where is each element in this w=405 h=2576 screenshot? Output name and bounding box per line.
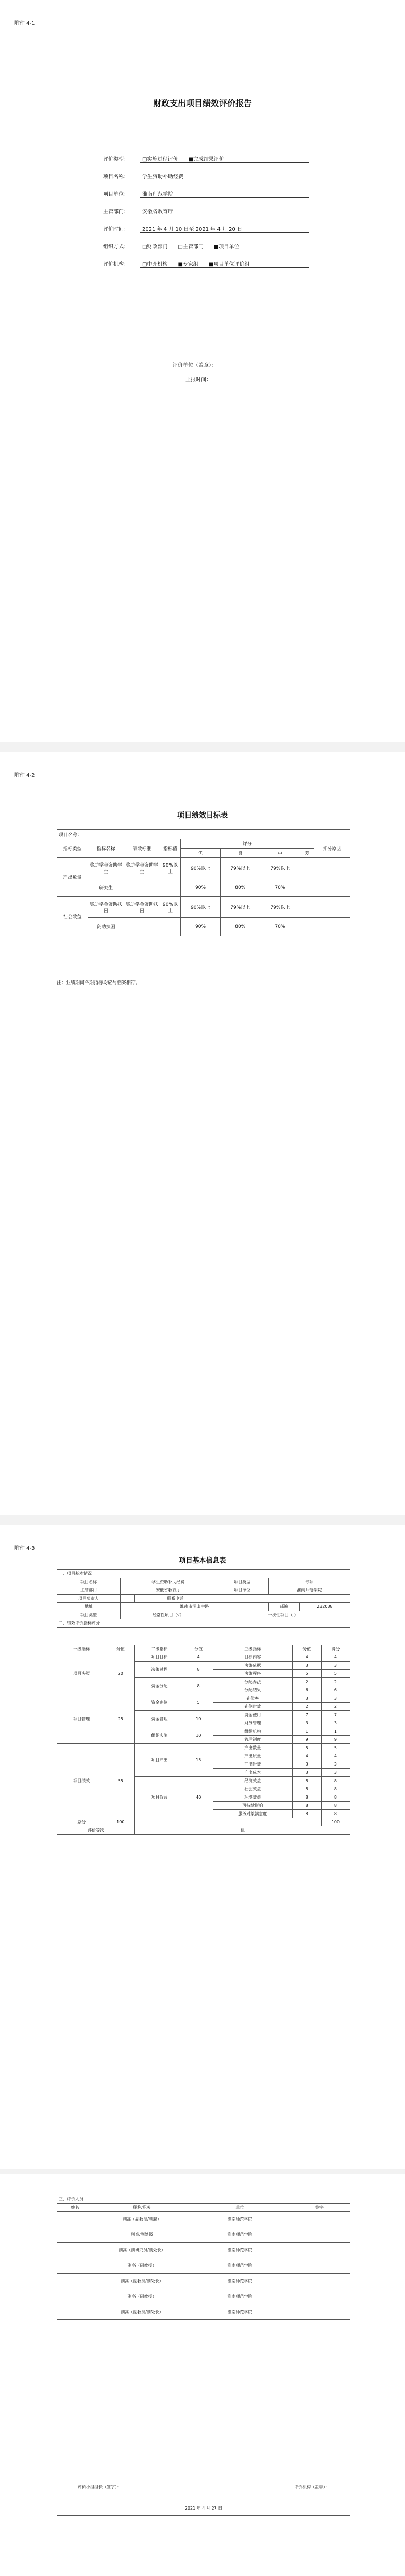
attachment-label: 附件 4-1 (14, 21, 35, 26)
cover-field-value: 学生资助补助经费 (140, 172, 309, 180)
cell: 10 (184, 1727, 213, 1744)
cell: 服务对象满意度 (213, 1810, 292, 1818)
cell: 5 (184, 1694, 213, 1711)
cell (289, 2289, 350, 2304)
cover-field-label: 评价类型： (103, 157, 129, 162)
cell: 项目绩效 (57, 1744, 106, 1818)
sign-row (57, 2320, 350, 2516)
cover-field-label: 主管部门： (103, 209, 129, 215)
table-row (57, 918, 350, 936)
cell: 资金分配 (135, 1678, 184, 1694)
cell: 奖助学金资助扶困 (124, 897, 160, 918)
cell: 社会效益 (57, 897, 88, 936)
page-basic-info (0, 1525, 405, 2169)
goal-th-score: 评分 (181, 839, 314, 849)
cell: 评价等次 (57, 1826, 135, 1835)
cell: 3 (292, 1694, 321, 1703)
cell: 15 (184, 1744, 213, 1777)
cell (135, 1818, 321, 1826)
cell: 目标内容 (213, 1653, 292, 1662)
cover-field-value: 2021 年 4 月 10 日至 2021 年 4 月 20 日 (140, 225, 309, 233)
cell (124, 918, 160, 936)
goal-th-standard: 绩效标准 (124, 839, 160, 858)
cell: 学生资助补助经费 (120, 1578, 216, 1586)
goal-th-reason: 扣分原因 (314, 839, 350, 858)
eval-th: 签字 (289, 2204, 350, 2212)
table-header-row (57, 1645, 350, 1653)
cell: 安徽省教育厅 (120, 1586, 216, 1595)
score-th: 分值 (106, 1645, 135, 1653)
cell (289, 2304, 350, 2320)
cell (314, 858, 350, 878)
cell: 90%以上 (160, 897, 181, 918)
cell: 到位时效 (213, 1703, 292, 1711)
attachment-label: 附件 4-3 (14, 1546, 35, 1551)
cell: 淮南师范学院 (268, 1586, 350, 1595)
cell (216, 1595, 350, 1603)
score-th: 分值 (184, 1645, 213, 1653)
cell: 3 (321, 1760, 350, 1769)
cell: 研究生 (88, 878, 124, 897)
table-row (57, 2304, 350, 2320)
cell: 3 (292, 1769, 321, 1777)
cover-field-row (103, 155, 309, 163)
table-row (57, 2212, 350, 2227)
cell (57, 2258, 93, 2274)
table-row (57, 2243, 350, 2258)
score-th: 三级指标 (213, 1645, 292, 1653)
cell: 副高/副处级 (93, 2227, 191, 2243)
goal-th-excellent: 优 (181, 849, 221, 858)
cell: 8 (321, 1777, 350, 1785)
cell (57, 2289, 93, 2304)
cell: 8 (292, 1777, 321, 1785)
cell: 项目单位 (216, 1586, 268, 1595)
cell: 232038 (299, 1603, 350, 1611)
cell: 3 (321, 1694, 350, 1703)
cell: 3 (292, 1662, 321, 1670)
cell: 2 (321, 1703, 350, 1711)
cell: 4 (184, 1653, 213, 1662)
cell: 产出数量 (213, 1744, 292, 1752)
goal-th-value: 指标值 (160, 839, 181, 858)
cover-field-label: 评价机构： (103, 262, 129, 267)
cell: 8 (321, 1785, 350, 1793)
cell: 3 (321, 1719, 350, 1727)
cell: 组织实施 (135, 1727, 184, 1744)
cell (120, 1595, 134, 1603)
cover-field-row (103, 207, 309, 215)
cell (289, 2243, 350, 2258)
cell: 产出质量 (213, 1752, 292, 1760)
cell (57, 2243, 93, 2258)
cell (300, 858, 314, 878)
cell: 4 (292, 1752, 321, 1760)
cell: 8 (321, 1802, 350, 1810)
cell (289, 2274, 350, 2289)
cell: 社会效益 (213, 1785, 292, 1793)
cell: 70% (260, 878, 300, 897)
score-th: 分值 (292, 1645, 321, 1653)
page-gap (0, 742, 405, 752)
eval-th: 单位 (191, 2204, 289, 2212)
attachment-label: 附件 4-2 (14, 773, 35, 778)
cell: 项目类型 (57, 1611, 121, 1619)
table-row (57, 2289, 350, 2304)
cell: 产出成本 (213, 1769, 292, 1777)
basic-info-title: 项目基本信息表 (179, 1557, 226, 1565)
cell: 6 (321, 1686, 350, 1694)
cover-field-row (103, 225, 309, 233)
cell: 副高（副教授） (93, 2289, 191, 2304)
cover-field-row (103, 260, 309, 268)
evaluators-table (57, 2195, 350, 2516)
page-cover (0, 0, 405, 742)
cell (289, 2258, 350, 2274)
table-row (57, 1595, 350, 1603)
cell (300, 897, 314, 918)
cell: 副高（副研究员/副处长） (93, 2243, 191, 2258)
goal-table-project-name: 项目名称： (57, 830, 350, 839)
cell: 5 (292, 1670, 321, 1678)
cell: 总分 (57, 1818, 106, 1826)
goal-th-name: 指标名称 (88, 839, 124, 858)
cell: 环境效益 (213, 1793, 292, 1802)
cell: 副高（副教授/副处长） (93, 2274, 191, 2289)
cell (289, 2227, 350, 2243)
cell: 淮南师范学院 (191, 2274, 289, 2289)
table-row (57, 1744, 350, 1752)
cell: 可持续影响 (213, 1802, 292, 1810)
score-th: 得分 (321, 1645, 350, 1653)
goal-th-good: 良 (221, 849, 260, 858)
cell: 财务管理 (213, 1719, 292, 1727)
cover-field-row (103, 190, 309, 198)
cell: 3 (292, 1719, 321, 1727)
cell: 80% (221, 878, 260, 897)
table-row (57, 2227, 350, 2243)
cell: 项目类型 (216, 1578, 268, 1586)
cell: 4 (321, 1752, 350, 1760)
cell: 90% (181, 918, 221, 936)
cell: 专项 (268, 1578, 350, 1586)
cell: 8 (292, 1802, 321, 1810)
cell: 资金使用 (213, 1711, 292, 1719)
table-row (57, 1826, 350, 1835)
goal-table-title: 项目绩效目标表 (177, 811, 228, 820)
cell: 2 (292, 1703, 321, 1711)
cell: 淮南师范学院 (191, 2289, 289, 2304)
page-evaluators (0, 2174, 405, 2576)
table-header-row (57, 2204, 350, 2212)
cell: 3 (321, 1662, 350, 1670)
cell: 产出数量 (57, 858, 88, 897)
cell: 8 (321, 1810, 350, 1818)
cell (160, 918, 181, 936)
cell: 55 (106, 1744, 135, 1818)
cell: 淮南市洞山中路 (120, 1603, 268, 1611)
cell: 淮南师范学院 (191, 2258, 289, 2274)
cell: 7 (292, 1711, 321, 1719)
page-gap (0, 1515, 405, 1525)
cell: 80% (221, 918, 260, 936)
cell: 3 (321, 1769, 350, 1777)
cover-field-value: □财政部门 □主管部门 ■项目单位 (140, 242, 309, 250)
cell: 8 (321, 1793, 350, 1802)
table-row (57, 878, 350, 897)
cell: 6 (292, 1686, 321, 1694)
cell: 8 (292, 1785, 321, 1793)
goal-table (57, 829, 350, 936)
cell: 项目管理 (57, 1694, 106, 1744)
goal-th-type: 指标类型 (57, 839, 88, 858)
cell: 奖助学金资助扶困 (88, 897, 124, 918)
cover-field-label: 组织方式： (103, 244, 129, 250)
cell: 1 (321, 1727, 350, 1736)
cover-field-value: □中介机构 ■专家组 ■项目单位评价组 (140, 260, 309, 268)
table-row (57, 1586, 350, 1595)
cell (289, 2212, 350, 2227)
cell: 经济效益 (213, 1777, 292, 1785)
page-goal-table (0, 752, 405, 1515)
cell (300, 918, 314, 936)
cell: 8 (292, 1810, 321, 1818)
cell: 副高（副教授） (93, 2258, 191, 2274)
cell: 淮南师范学院 (191, 2243, 289, 2258)
cell (300, 878, 314, 897)
cover-field-label: 评价时间： (103, 227, 129, 232)
cell: 淮南师范学院 (191, 2227, 289, 2243)
table-row (57, 1694, 350, 1703)
cell: 淮南师范学院 (191, 2304, 289, 2320)
cell: 90%以上 (181, 897, 221, 918)
cell: 决策过程 (135, 1662, 184, 1678)
cell: 奖助学金资助学生 (88, 858, 124, 878)
cell (160, 878, 181, 897)
table-row (57, 1653, 350, 1662)
cell: 管理制度 (213, 1736, 292, 1744)
eval-th: 职称/职务 (93, 2204, 191, 2212)
cell: 优 (135, 1826, 350, 1835)
cell: 100 (106, 1818, 135, 1826)
cell: 产出时效 (213, 1760, 292, 1769)
cell: 资助扶困 (88, 918, 124, 936)
table-row (57, 2258, 350, 2274)
cell (124, 878, 160, 897)
cell: 地址 (57, 1603, 121, 1611)
cell: 分配办法 (213, 1678, 292, 1686)
evaluator-seal: 评价机构（盖章）： (294, 2485, 329, 2489)
cover-field-row (103, 242, 309, 250)
cell: 项目产出 (135, 1744, 184, 1777)
cover-field-label: 项目名称： (103, 174, 129, 180)
cell: 7 (321, 1711, 350, 1719)
cell (314, 878, 350, 897)
cell (57, 2227, 93, 2243)
cell: 79%以上 (260, 897, 300, 918)
cell: 5 (321, 1744, 350, 1752)
cell: 100 (321, 1818, 350, 1826)
cell: 4 (321, 1653, 350, 1662)
table-row (57, 897, 350, 918)
section-label: 三、评价人员 (57, 2195, 350, 2204)
table-row (57, 1603, 350, 1611)
cell: 3 (292, 1760, 321, 1769)
cell: 4 (292, 1653, 321, 1662)
table-row (57, 1578, 350, 1586)
cell: 8 (292, 1793, 321, 1802)
section-label: 一、项目基本情况 (57, 1570, 350, 1578)
cell: 25 (106, 1694, 135, 1744)
cover-field-value: 淮南师范学院 (140, 190, 309, 198)
goal-table-footnote: 注：业绩期间各期指标均应与档案相符。 (57, 980, 141, 986)
basic-info-table (57, 1569, 350, 1628)
score-th: 二级指标 (135, 1645, 184, 1653)
cell: 79%以上 (260, 858, 300, 878)
cell (314, 918, 350, 936)
cell: 副高（副教授/副职） (93, 2212, 191, 2227)
cell: 组织机构 (213, 1727, 292, 1736)
unit-label: 评价单位（盖章）： (173, 363, 216, 368)
cell: 20 (106, 1653, 135, 1694)
cell (314, 897, 350, 918)
cover-field-value: 安徽省教育厅 (140, 207, 309, 215)
cell: 70% (260, 918, 300, 936)
cell: 奖助学金资助学生 (124, 858, 160, 878)
cover-field-label: 项目单位： (103, 192, 129, 197)
goal-th-medium: 中 (260, 849, 300, 858)
cover-field-row (103, 172, 309, 180)
cell: 邮编 (268, 1603, 299, 1611)
cell: 副高（副教授/副处长） (93, 2304, 191, 2320)
cell: 10 (184, 1711, 213, 1727)
score-table (57, 1645, 350, 1835)
table-row (57, 1611, 350, 1619)
cell: 9 (321, 1736, 350, 1744)
cell: 5 (321, 1670, 350, 1678)
page-gap (0, 2169, 405, 2174)
cover-title: 财政支出项目绩效评价报告 (153, 98, 252, 108)
report-time-label: 上报时间： (185, 377, 211, 383)
cell: 项目名称 (57, 1578, 121, 1586)
goal-th-poor: 差 (300, 849, 314, 858)
cell (57, 2304, 93, 2320)
cell: 2 (321, 1678, 350, 1686)
cell: 项目效益 (135, 1777, 184, 1818)
cell: 2 (292, 1678, 321, 1686)
cell: 8 (184, 1662, 213, 1678)
cell: 决策程序 (213, 1670, 292, 1678)
group-leader-sign: 评价小组组长（签字）： (78, 2485, 121, 2489)
cell: 项目目标 (135, 1653, 184, 1662)
section-label: 二、绩效评价指标评分 (57, 1619, 350, 1628)
cell: 项目决策 (57, 1653, 106, 1694)
cell: 5 (292, 1744, 321, 1752)
cell: 79%以上 (221, 897, 260, 918)
cell: 资金到位 (135, 1694, 184, 1711)
cell: 经常性项目（√） (120, 1611, 216, 1619)
cell (57, 2274, 93, 2289)
cover-field-value: □实施过程评价 ■完成结果评价 (140, 155, 309, 163)
cell: 分配结果 (213, 1686, 292, 1694)
cell: 40 (184, 1777, 213, 1818)
table-row (57, 1818, 350, 1826)
cell: 淮南师范学院 (191, 2212, 289, 2227)
table-row (57, 2274, 350, 2289)
cell: 1 (292, 1727, 321, 1736)
score-th: 一级指标 (57, 1645, 106, 1653)
cell (57, 2212, 93, 2227)
eval-th: 姓名 (57, 2204, 93, 2212)
cell: 8 (184, 1678, 213, 1694)
cell: 90%以上 (160, 858, 181, 878)
cell: 主管部门 (57, 1586, 121, 1595)
cell: 90% (181, 878, 221, 897)
cell: 到位率 (213, 1694, 292, 1703)
cell: 79%以上 (221, 858, 260, 878)
cell: 决策依据 (213, 1662, 292, 1670)
cell: 9 (292, 1736, 321, 1744)
cell: 项目负责人 (57, 1595, 121, 1603)
table-row (57, 858, 350, 878)
sign-date: 2021 年 4 月 27 日 (184, 2506, 223, 2511)
cell: 90%以上 (181, 858, 221, 878)
cell: 资金管理 (135, 1711, 184, 1727)
cell: 一次性项目（ ） (216, 1611, 350, 1619)
cell: 联系电话 (135, 1595, 216, 1603)
